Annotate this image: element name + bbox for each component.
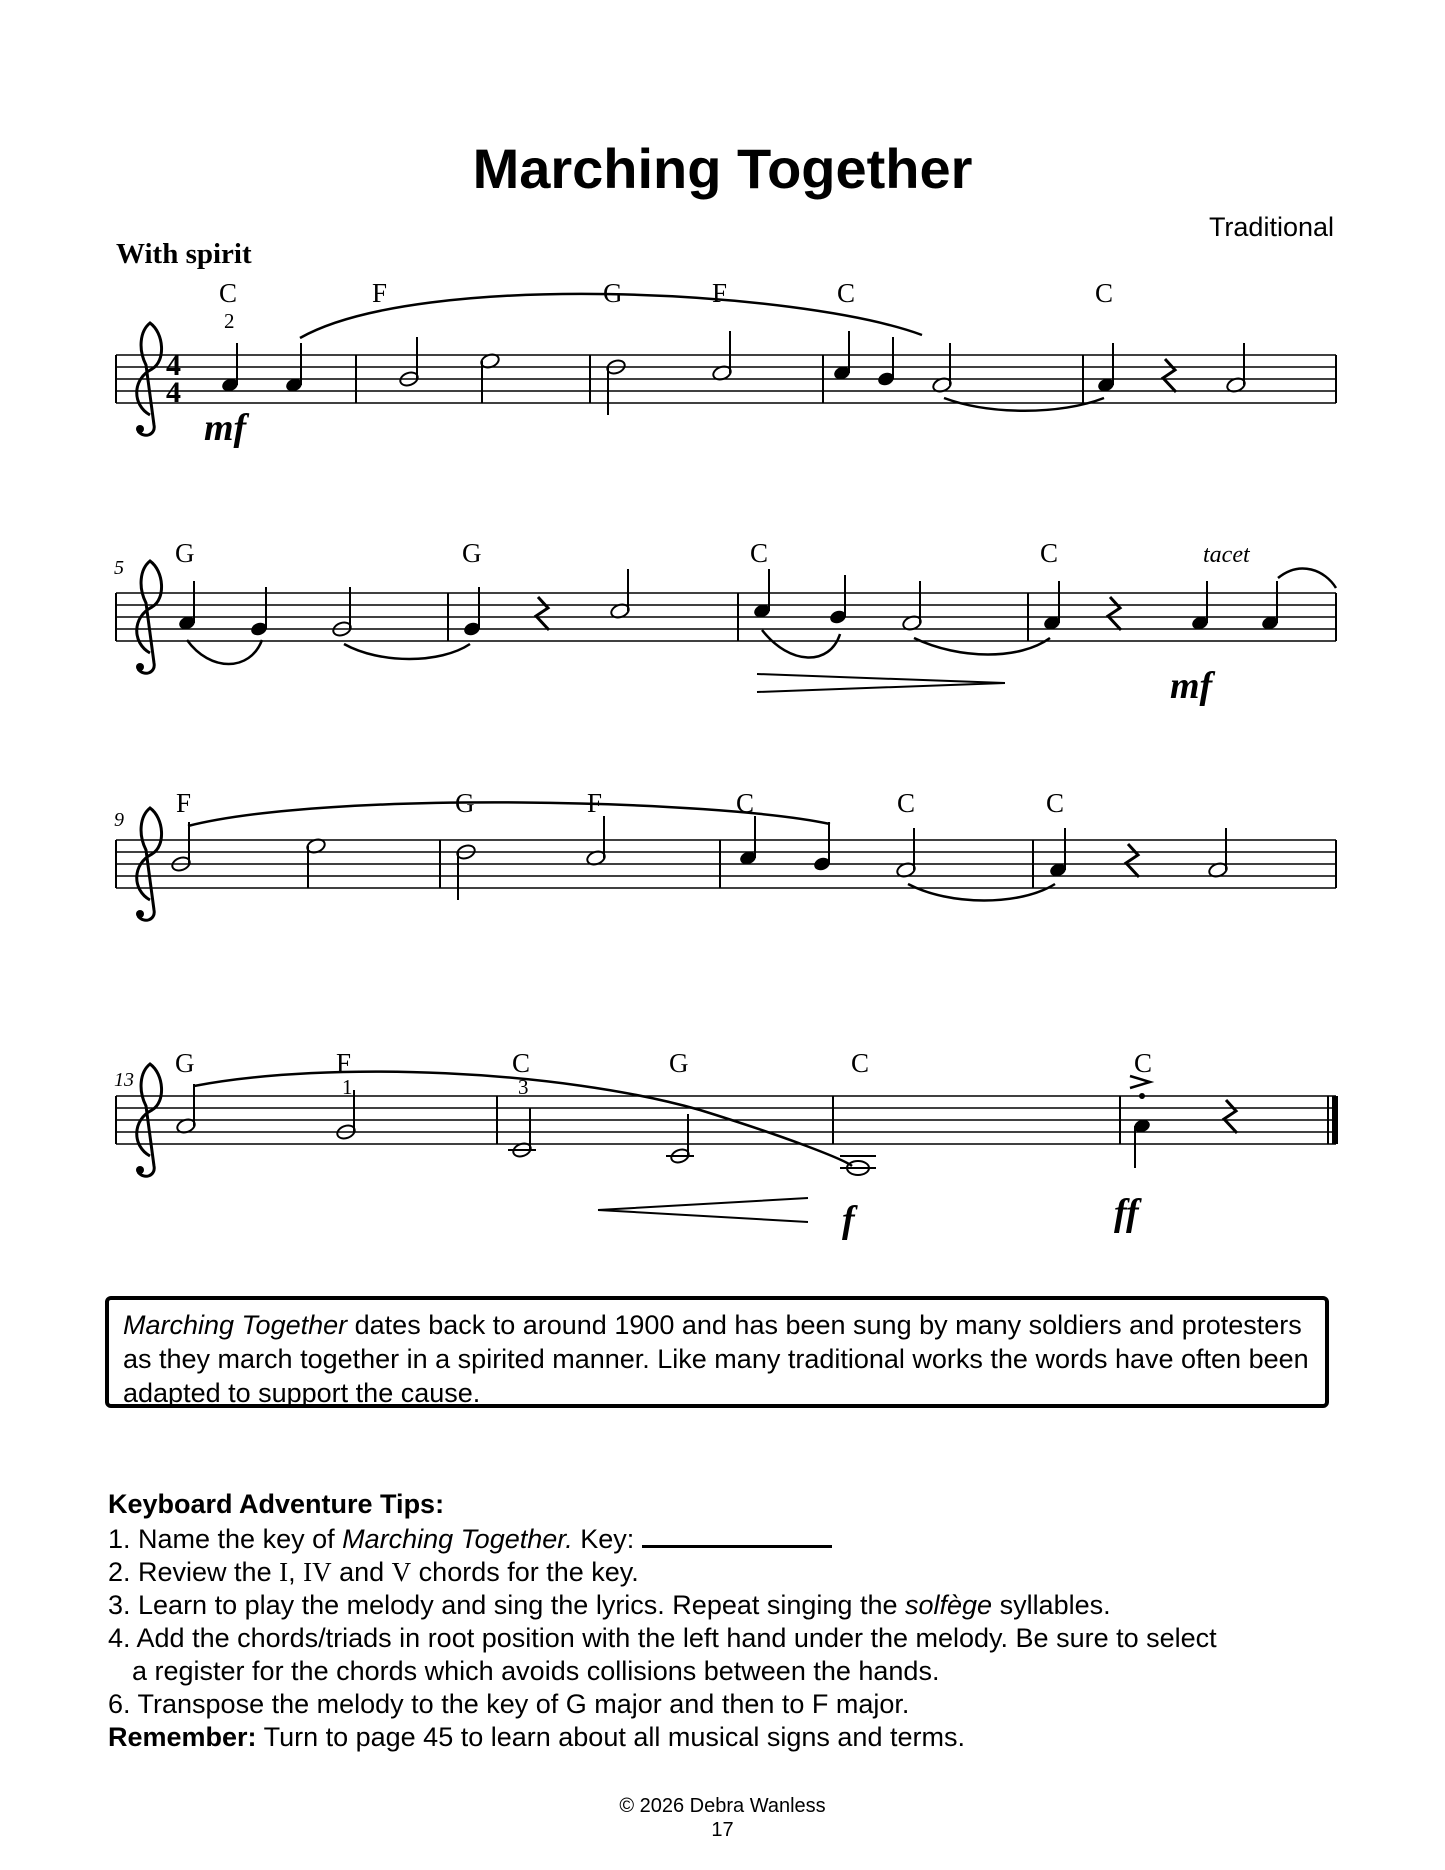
chord-symbol: C	[1095, 278, 1114, 308]
slur	[188, 802, 830, 826]
time-signature-bottom: 4	[166, 376, 181, 409]
chord-symbol: F	[712, 278, 728, 308]
quarter-rest-icon	[536, 597, 549, 630]
staff-system-2	[114, 538, 1336, 707]
notes-measure-0	[220, 343, 303, 393]
chord-symbol: G	[603, 278, 623, 308]
tip-3-prefix: 3. Learn to play the melody and sing the lyrics. Repeat singing the	[108, 1590, 905, 1620]
tip-1-key-label: Key:	[572, 1524, 635, 1554]
page-footer	[0, 1794, 1445, 1842]
chord-symbol: C	[851, 1048, 870, 1078]
info-text: dates back to around 1900 and has been sung by many soldiers and protesters as they march together in a spirited manner. Like many traditional works the words have often been adapted to support the cause.	[123, 1310, 1309, 1408]
chord-symbol: C	[897, 788, 916, 818]
notes-measure-14	[508, 1108, 694, 1165]
dynamic-marking: ff	[1114, 1192, 1139, 1234]
chord-symbol: C	[1040, 538, 1059, 568]
tip-2-prefix: 2. Review the	[108, 1557, 280, 1587]
notes-measure-9	[170, 822, 326, 888]
staff-system-4	[114, 1048, 1338, 1241]
slur	[762, 630, 840, 658]
tip-2-suffix: chords for the key.	[411, 1557, 639, 1587]
tip-3-suffix: syllables.	[992, 1590, 1111, 1620]
notes-measure-1	[398, 337, 500, 403]
final-barline	[1332, 1096, 1338, 1144]
tip-1-title: Marching Together.	[342, 1524, 573, 1554]
tacet-marking: tacet	[1203, 542, 1250, 568]
notes-measure-11	[738, 816, 916, 879]
tip-3-solfege: solfège	[904, 1590, 993, 1620]
fingering: 3	[518, 1075, 529, 1099]
notes-measure-16	[1130, 1076, 1237, 1168]
slur	[187, 640, 262, 664]
tip-3	[108, 1589, 1358, 1622]
composer-credit: Traditional	[1208, 212, 1334, 242]
page-title: Marching Together	[472, 137, 973, 200]
chord-symbol: F	[176, 788, 192, 818]
chord-symbol: C	[1134, 1048, 1153, 1078]
staccato-dot-icon	[1139, 1093, 1145, 1099]
chord-symbol: F	[587, 788, 603, 818]
chord-symbol: C	[512, 1048, 531, 1078]
remember-note	[108, 1721, 1358, 1754]
copyright: © 2026 Debra Wanless	[619, 1795, 826, 1817]
tie	[344, 644, 470, 659]
tip-1	[108, 1521, 1358, 1556]
notes-measure-8	[1042, 581, 1279, 631]
chord-roman-numeral: I	[279, 1557, 289, 1587]
dynamic-marking: mf	[1170, 665, 1213, 707]
chord-symbol: C	[750, 538, 769, 568]
chord-symbol: G	[669, 1048, 689, 1078]
tip-4: 4. Add the chords/triads in root position with the left hand under the melody. Be sure to select	[108, 1623, 1217, 1653]
tip-2-and: and	[331, 1557, 392, 1587]
page-number: 17	[711, 1819, 734, 1841]
tip-6: 6. Transpose the melody to the key of G major and then to F major.	[108, 1689, 910, 1719]
fingering: 1	[342, 1075, 353, 1099]
measure-number: 13	[114, 1069, 134, 1091]
staff-system-1	[116, 278, 1336, 449]
time-signature-top: 4	[166, 349, 181, 382]
info-song-title: Marching Together	[123, 1310, 348, 1340]
crescendo-hairpin	[598, 1198, 808, 1222]
notes-measure-12	[1048, 828, 1228, 879]
chord-roman-numeral: IV	[303, 1557, 332, 1587]
quarter-rest-icon	[1126, 844, 1139, 877]
quarter-rest-icon	[1108, 597, 1121, 630]
chord-symbol: C	[1046, 788, 1065, 818]
chord-symbol: C	[837, 278, 856, 308]
chord-symbol: G	[175, 538, 195, 568]
chord-symbol: G	[175, 1048, 195, 1078]
chord-symbol: G	[455, 788, 475, 818]
decrescendo-hairpin	[757, 674, 1005, 692]
slur	[1278, 569, 1336, 588]
measure-number: 9	[114, 809, 124, 831]
key-answer-blank[interactable]	[642, 1521, 832, 1548]
tip-4-continued: a register for the chords which avoids collisions between the hands.	[132, 1656, 940, 1686]
chord-roman-numeral: V	[391, 1557, 412, 1587]
tempo-marking: With spirit	[116, 238, 252, 270]
remember-text: Turn to page 45 to learn about all musical signs and terms.	[256, 1722, 965, 1752]
fingering: 2	[224, 309, 235, 333]
notes-measure-15	[840, 1156, 876, 1175]
chord-symbol: F	[336, 1048, 352, 1078]
chord-symbol: C	[736, 788, 755, 818]
info-box	[105, 1296, 1329, 1408]
notes-measure-4	[1096, 343, 1246, 394]
dynamic-marking: f	[842, 1199, 855, 1241]
tips-heading: Keyboard Adventure Tips:	[108, 1489, 445, 1519]
dynamic-marking: mf	[204, 407, 247, 449]
quarter-rest-icon	[1163, 359, 1176, 392]
tip-2-separator: ,	[288, 1557, 304, 1587]
notes-measure-3	[832, 331, 952, 394]
notes-measure-7	[752, 569, 922, 632]
tip-2	[108, 1556, 1358, 1589]
keyboard-tips	[108, 1488, 1358, 1754]
staff-system-3	[114, 788, 1336, 920]
quarter-rest-icon	[1224, 1100, 1237, 1133]
tie	[944, 398, 1104, 411]
chord-symbol: C	[219, 278, 238, 308]
remember-label: Remember:	[108, 1722, 257, 1752]
notes-measure-6	[462, 569, 630, 637]
chord-symbol: G	[462, 538, 482, 568]
measure-number: 5	[114, 557, 124, 579]
tip-1-prefix: 1. Name the key of	[108, 1524, 343, 1554]
chord-symbol: F	[372, 278, 388, 308]
